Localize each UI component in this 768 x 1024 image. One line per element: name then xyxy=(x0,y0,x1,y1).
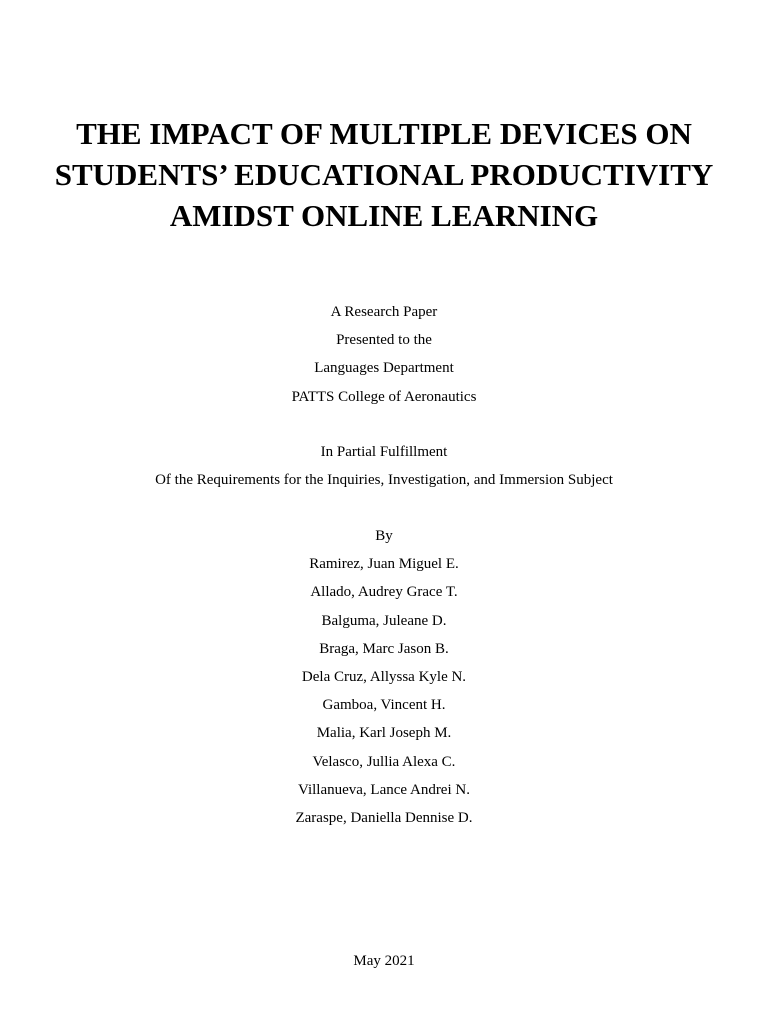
author-name: Balguma, Juleane D. xyxy=(321,612,447,629)
title-line: AMIDST ONLINE LEARNING xyxy=(169,198,599,233)
by-label: By xyxy=(375,528,393,544)
authors-block xyxy=(0,522,768,832)
author-name: Allado, Audrey Grace T. xyxy=(310,584,458,601)
institution: PATTS College of Aeronautics xyxy=(291,388,477,405)
fulfillment-block xyxy=(0,438,768,494)
presentation-block xyxy=(0,298,768,411)
author-name: Braga, Marc Jason B. xyxy=(319,640,449,657)
paper-type: A Research Paper xyxy=(330,304,438,320)
author-name: Villanueva, Lance Andrei N. xyxy=(298,781,470,798)
author-name: Ramirez, Juan Miguel E. xyxy=(309,556,459,573)
title-line: STUDENTS’ EDUCATIONAL PRODUCTIVITY xyxy=(54,157,714,192)
publication-date: May 2021 xyxy=(353,953,415,969)
presented-to: Presented to the xyxy=(336,332,432,349)
fulfillment-line: In Partial Fulfillment xyxy=(320,444,448,460)
paper-title xyxy=(0,113,768,236)
title-line: THE IMPACT OF MULTIPLE DEVICES ON xyxy=(76,116,692,151)
author-name: Gamboa, Vincent H. xyxy=(322,697,446,714)
department: Languages Department xyxy=(314,360,454,377)
requirements-line: Of the Requirements for the Inquiries, Investigation, and Immersion Subject xyxy=(155,472,613,489)
author-name: Velasco, Jullia Alexa C. xyxy=(312,753,456,770)
author-name: Zaraspe, Daniella Dennise D. xyxy=(295,810,473,827)
author-name: Malia, Karl Joseph M. xyxy=(316,725,452,742)
author-name: Dela Cruz, Allyssa Kyle N. xyxy=(301,669,467,686)
